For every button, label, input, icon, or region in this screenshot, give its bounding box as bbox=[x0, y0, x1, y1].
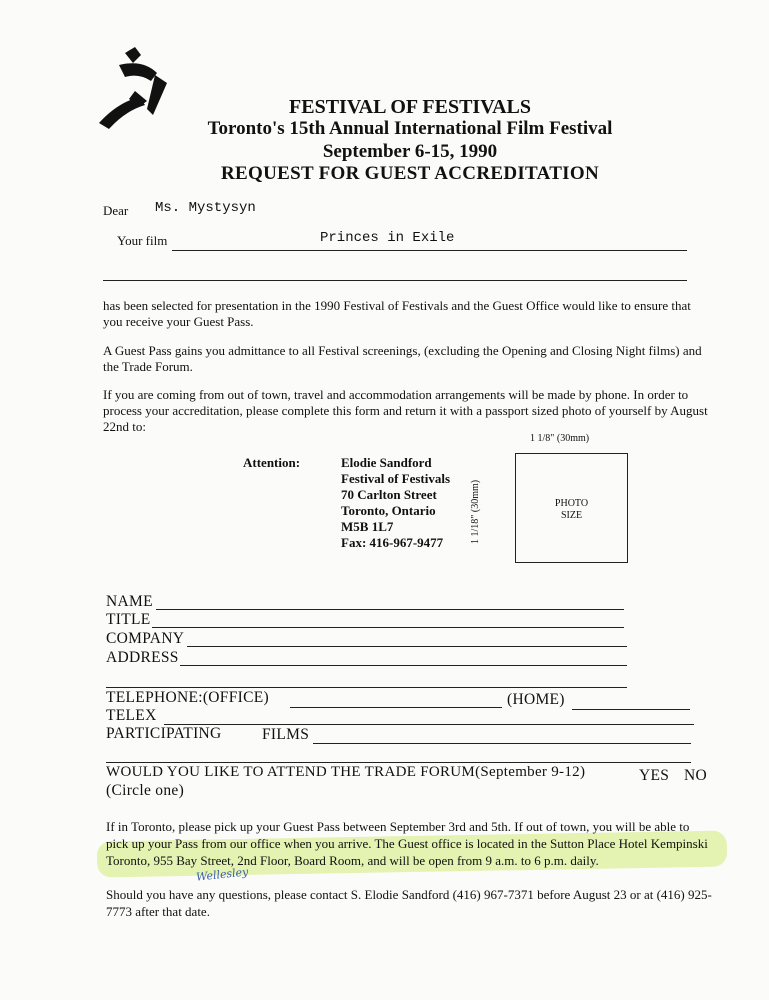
festival-subtitle: Toronto's 15th Annual International Film Festival bbox=[207, 118, 613, 139]
name-line[interactable] bbox=[156, 609, 624, 610]
title-line[interactable] bbox=[152, 627, 624, 628]
telephone-label: TELEPHONE:(OFFICE) bbox=[106, 689, 269, 706]
pickup-paragraph: If in Toronto, please pick up your Guest Pass between September 3rd and 5th. If out of town, you will be able to pick up your Pass from our office when you arrive. The Guest office is located in the Sutton Place Hotel Kempinski Toronto, 955 Bay Street, 2nd Floor, Board Room, and will be open from 9 a.m. to 6 p.m. daily. bbox=[106, 819, 708, 868]
films-line-2[interactable] bbox=[106, 762, 691, 763]
film-line-1 bbox=[172, 250, 687, 251]
photo-height-label: 1 1/18" (30mm) bbox=[470, 479, 481, 544]
yes-option[interactable]: YES bbox=[639, 767, 670, 784]
attention-label: Attention: bbox=[243, 455, 301, 470]
films-line-1[interactable] bbox=[313, 743, 691, 744]
address-line-2[interactable] bbox=[106, 687, 627, 688]
films-label: FILMS bbox=[262, 726, 310, 743]
paragraph-3: If you are coming from out of town, travel and accommodation arrangements will be made by phone. In order to process your accreditation, please complete this form and return it with a passport sized photo of yourself by August 22nd to: bbox=[103, 387, 708, 434]
address-label: ADDRESS bbox=[106, 649, 179, 666]
attention-address: Elodie Sandford Festival of Festivals 70 Carlton Street Toronto, Ontario M5B 1L7 Fax: 416-967-9477 bbox=[341, 455, 451, 550]
film-title: Princes in Exile bbox=[320, 230, 455, 246]
circle-one-label: (Circle one) bbox=[106, 782, 185, 799]
paragraph-2: A Guest Pass gains you admittance to all Festival screenings, (excluding the Opening and Closing Night films) and the Trade Forum. bbox=[103, 343, 702, 374]
home-phone-line[interactable] bbox=[572, 709, 690, 710]
title-label: TITLE bbox=[106, 611, 151, 628]
dear-label: Dear bbox=[103, 203, 129, 218]
festival-dates: September 6-15, 1990 bbox=[322, 141, 498, 162]
telex-line[interactable] bbox=[164, 724, 694, 725]
participating-label: PARTICIPATING bbox=[106, 725, 222, 742]
name-label: NAME bbox=[106, 593, 153, 610]
photo-width-label: 1 1/8" (30mm) bbox=[530, 433, 590, 444]
office-phone-line[interactable] bbox=[290, 707, 502, 708]
address-line-1[interactable] bbox=[180, 665, 627, 666]
form-title: REQUEST FOR GUEST ACCREDITATION bbox=[221, 163, 599, 184]
film-label: Your film bbox=[117, 233, 168, 248]
recipient-name: Ms. Mystysyn bbox=[155, 200, 256, 216]
paragraph-1: has been selected for presentation in the 1990 Festival of Festivals and the Guest Office would like to ensure that you receive your Guest Pass. bbox=[103, 298, 691, 329]
handwritten-note: Wellesley bbox=[195, 865, 249, 884]
no-option[interactable]: NO bbox=[684, 767, 707, 784]
company-label: COMPANY bbox=[106, 630, 185, 647]
company-line[interactable] bbox=[187, 646, 627, 647]
film-line-2 bbox=[103, 280, 687, 281]
festival-title: FESTIVAL OF FESTIVALS bbox=[289, 96, 531, 118]
home-label: (HOME) bbox=[507, 691, 565, 708]
contact-paragraph: Should you have any questions, please contact S. Elodie Sandford (416) 967-7371 before August 23 or at (416) 925- 7773 after that date. bbox=[106, 887, 712, 919]
telex-label: TELEX bbox=[106, 707, 157, 724]
trade-forum-question: WOULD YOU LIKE TO ATTEND THE TRADE FORUM(September 9-12) bbox=[106, 764, 586, 780]
photo-size-text: PHOTO SIZE bbox=[554, 498, 589, 521]
